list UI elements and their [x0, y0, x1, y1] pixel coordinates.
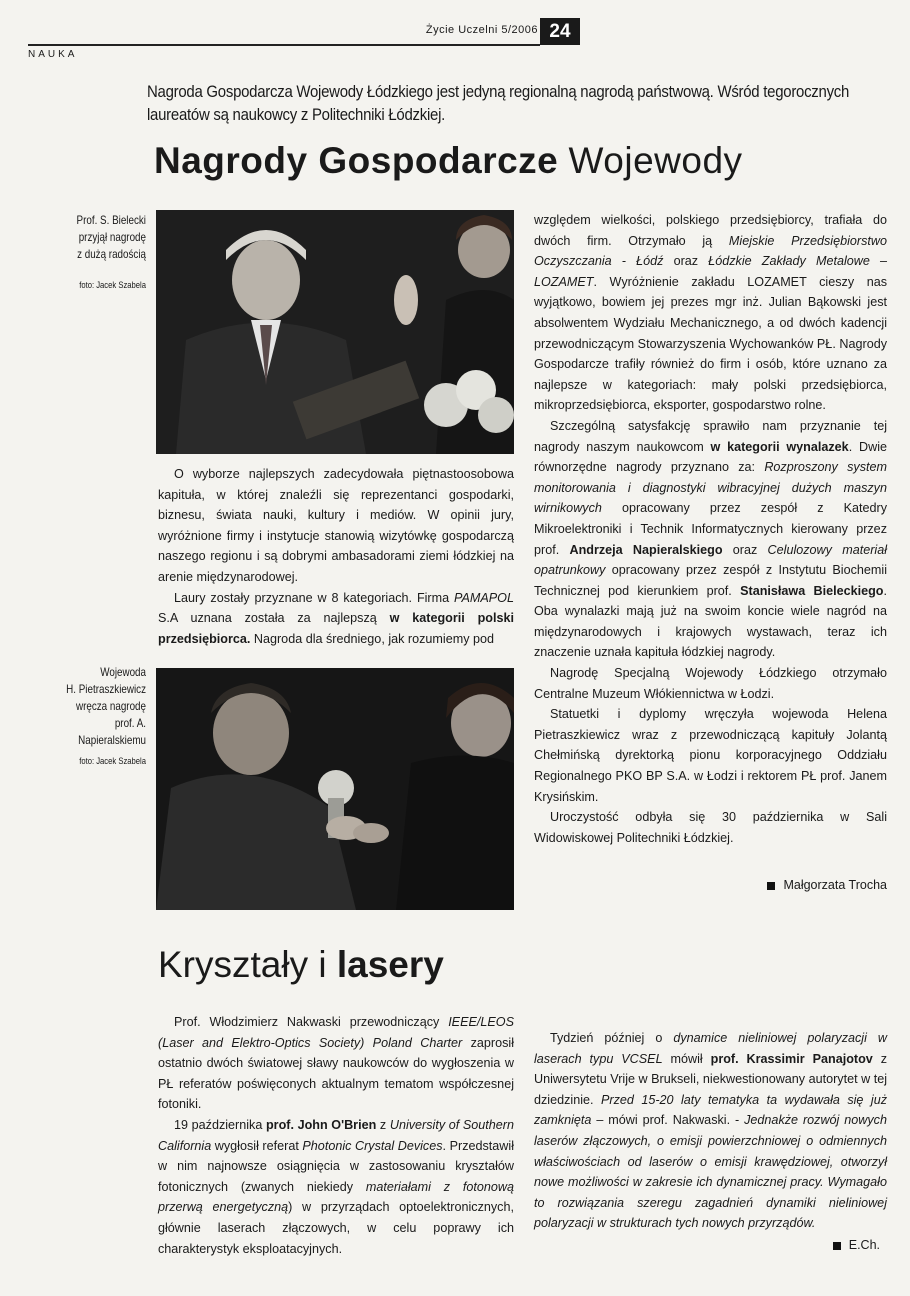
photo1-caption: Prof. S. Bielecki przyjął nagrodę z dużą radością	[76, 213, 146, 261]
article1-title-light: Wojewody	[568, 140, 743, 181]
article2-left-paragraph-2: 19 października prof. John O'Brien z University of Southern California wygłosił referat Photonic Crystal Devices. Przedstawił w nim najnowsze osiągnięcia w zastosowaniu kryształów fotonicznych (zwanych niekiedy materiałami z fotonową przerwą energetyczną) w przyrządach optoelektronicznych, głównie laserach złączowych, w celu poprawy ich charakterystyk eksploatacyjnych.	[158, 1117, 514, 1256]
page-number: 24	[549, 21, 571, 42]
section-label: NAUKA	[28, 49, 78, 60]
article1-right-paragraph-5: Uroczystość odbyła się 30 października w Sali Widowiskowej Politechniki Łódzkiej.	[534, 810, 887, 845]
article1-author: Małgorzata Trocha	[560, 878, 887, 892]
award-photo-2	[156, 668, 514, 910]
article1-right-paragraph-3: Nagrodę Specjalną Wojewody Łódzkiego otrzymało Centralne Muzeum Włókiennictwa w Łodzi.	[534, 666, 887, 701]
photo1-credit: foto: Jacek Szabela	[79, 280, 146, 290]
article2-title-bold: lasery	[336, 944, 444, 985]
article2-right-column	[534, 1028, 887, 1234]
bullet-icon	[833, 1242, 841, 1250]
intro-lead: Nagroda Gospodarcza Wojewody Łódzkiego jest jedyną regionalną nagrodą państwową. Wśród tegorocznych laureatów są naukowcy z Politechniki Łódzkiej.	[147, 82, 850, 124]
article1-right-paragraph-4: Statuetki i dyplomy wręczyła wojewoda Helena Pietraszkiewicz wraz z przewodniczącą kapituły Jolantą Chełmińską dyrektorką pionu korporacyjnego Oddziału Regionalnego PKO BP S.A. w Łodzi i rektorem PŁ prof. Janem Krysińskim.	[534, 707, 887, 804]
photo2-credit: foto: Jacek Szabela	[79, 756, 146, 766]
award-photo-1	[156, 210, 514, 454]
article2-title-light: Kryształy i	[158, 944, 327, 985]
article1-left-paragraph-2: Laury zostały przyznane w 8 kategoriach. Firma PAMAPOL S.A uznana została za najlepszą w kategorii polski przedsiębiorca. Nagroda dla średniego, jak rozumiemy pod	[158, 590, 514, 646]
article2-left-column	[158, 1012, 514, 1259]
photo2-caption: Wojewoda H. Pietraszkiewicz wręcza nagrodę prof. A. Napieralskiemu	[66, 665, 146, 747]
article1-right-paragraph-2: Szczególną satysfakcję sprawiło nam przyznanie tej nagrody naszym naukowcom w kategorii wynalazek. Dwie równorzędne nagrody przyznano za: Rozproszony system monitorowania i diagnostyki wibracyjnej dużych maszyn wirnikowych opracowany przez zespół z Katedry Mikroelektroniki i Technik Informatycznych kierowany przez prof. Andrzeja Napieralskiego oraz Celulozowy materiał opatrunkowy opracowany przez zespół z Instytutu Biochemii Technicznej pod kierunkiem prof. Stanisława Bieleckiego. Oba wynalazki mają już na swoim koncie wiele nagród na międzynarodowych i krajowych wystawach, teraz ich znaczenie uznała kapituła łódzkiej nagrody.	[534, 418, 888, 660]
article1-right-column	[534, 210, 887, 848]
article1-title-bold: Nagrody Gospodarcze	[154, 140, 559, 181]
article2-author: E.Ch.	[760, 1238, 880, 1252]
article1-right-paragraph-1: względem wielkości, polskiego przedsiębiorcy, trafiała do dwóch firm. Otrzymało ją Miejskie Przedsiębiorstwo Oczyszczania - Łódź oraz Łódzkie Zakłady Metalowe – LOZAMET. Wyróżnienie zakładu LOZAMET cieszy nas wyjątkowo, bowiem jej prezes mgr inż. Julian Bąkowski jest absolwentem Wydziału Mechanicznego, a od dwóch kadencji przewodniczącym Stowarzyszenia Wychowanków PŁ. Nagrody Gospodarcze trafiły również do firm i osób, które uznano za najlepsze w kategoriach: mały polski przedsiębiorca, mikroprzedsiębiorca, eksporter, gospodarstwo rolne.	[534, 213, 888, 413]
article1-left-column	[158, 464, 514, 649]
article1-left-paragraph-1: O wyborze najlepszych zadecydowała piętnastoosobowa kapituła, w której znaleźli się reprezentanci gospodarki, biznesu, świata nauki, kultury i mediów. W opinii jury, wyróżnione firmy i instytucje stanowią wizytówkę gospodarczą naszego regionu i są dobrymi ambasadorami ziemi łódzkiej na arenie międzynarodowej.	[158, 467, 514, 584]
header-rule	[28, 44, 540, 46]
bullet-icon	[767, 882, 775, 890]
issue-label: Życie Uczelni 5/2006	[425, 24, 538, 36]
article2-left-paragraph-1: Prof. Włodzimierz Nakwaski przewodniczący IEEE/LEOS (Laser and Elektro-Optics Society) Poland Charter zaprosił ostatnio dwóch światowej sławy naukowców do wygłoszenia w PŁ referatów poświęconych aktualnym tematom współczesnej fotoniki.	[158, 1015, 514, 1112]
article2-right-paragraph-1: Tydzień później o dynamice nieliniowej polaryzacji w laserach typu VCSEL mówił prof. Krassimir Panajotov z Uniwersytetu Vrije w Brukseli, niekwestionowany autorytet w tej dziedzinie. Przed 15-20 laty tematyka ta wydawała się już zamknięta – mówi prof. Nakwaski. - Jednakże rozwój nowych laserów złączowych, o emisji powierzchniowej o odmiennych właściwościach od laserów o emisji krawędziowej, otworzył nowe możliwości w zakresie ich dynamicznej pracy. Wymagało to rozwiązania szeregu zagadnień dynamiki nieliniowej polaryzacji w strukturach tych nowych przyrządów.	[534, 1031, 888, 1231]
article1-title	[154, 140, 743, 182]
article2-title	[158, 944, 444, 986]
